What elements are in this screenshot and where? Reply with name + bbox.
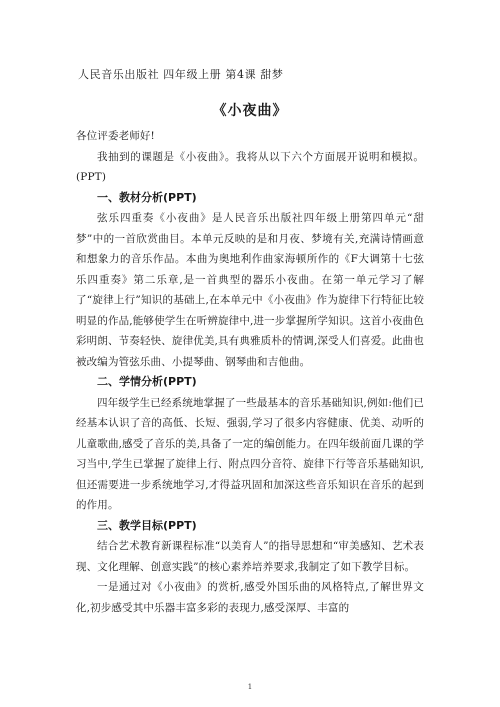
section-paragraph: 结合艺术教育新课程标准“以美育人”的指导思想和“审美感知、艺术表现、文化理解、创意实践”的核心素养培养要求,我制定了如下教学目标。 [76, 540, 424, 573]
intro-paragraph: 我抽到的课题是《小夜曲》。我将从以下六个方面展开说明和模拟。(PPT) [76, 150, 424, 183]
body-text [76, 126, 424, 618]
section-heading-student-analysis: 二、学情分析(PPT) [97, 375, 197, 388]
section-paragraph: 一是通过对《小夜曲》的赏析,感受外国乐曲的风格特点,了解世界文化,初步感受其中乐器丰富多彩的表现力,感受深厚、丰富的 [76, 581, 424, 614]
section-paragraph: 四年级学生已经系统地掌握了一些最基本的音乐基础知识,例如:他们已经基本认识了音的高低、长短、强弱,学习了很多内容健康、优美、动听的儿童歌曲,感受了音乐的美,具备了一定的编创能力。在四年级前面几课的学习当中,学生已掌握了旋律上行、附点四分音符、旋律下行等音乐基础知识,但还需要进一步系统地学习,才得益巩固和加深这些音乐知识在音乐的起到的作用。 [76, 396, 424, 511]
page-number: 1 [247, 683, 253, 691]
section-heading-teaching-goals: 三、教学目标(PPT) [97, 518, 197, 532]
greeting: 各位评委老师好! [76, 130, 155, 142]
section-heading-teaching-material: 一、教材分析(PPT) [97, 190, 197, 204]
running-header: 人民音乐出版社 四年级上册 第4课 甜梦 [78, 68, 284, 81]
document-title: 《小夜曲》 [212, 103, 288, 119]
section-paragraph: 弦乐四重奏《小夜曲》是人民音乐出版社四年级上册第四单元“甜梦”中的一首欣赏曲目。本单元反映的是和月夜、梦境有关,充满诗情画意和想象力的音乐作品。本曲为奥地利作曲家海顿所作的《F大调第十七弦乐四重奏》第二乐章,是一首典型的器乐小夜曲。在第一单元学习了解了“旋律上行”知识的基础上,在本单元中《小夜曲》作为旋律下行特征比较明显的作品,能够使学生在听辨旋律中,进一步掌握所学知识。这首小夜曲色彩明朗、节奏轻快、旋律优美,具有典雅质朴的情调,深受人们喜爱。此曲也被改编为管弦乐曲、小提琴曲、钢琴曲和吉他曲。 [76, 212, 424, 368]
